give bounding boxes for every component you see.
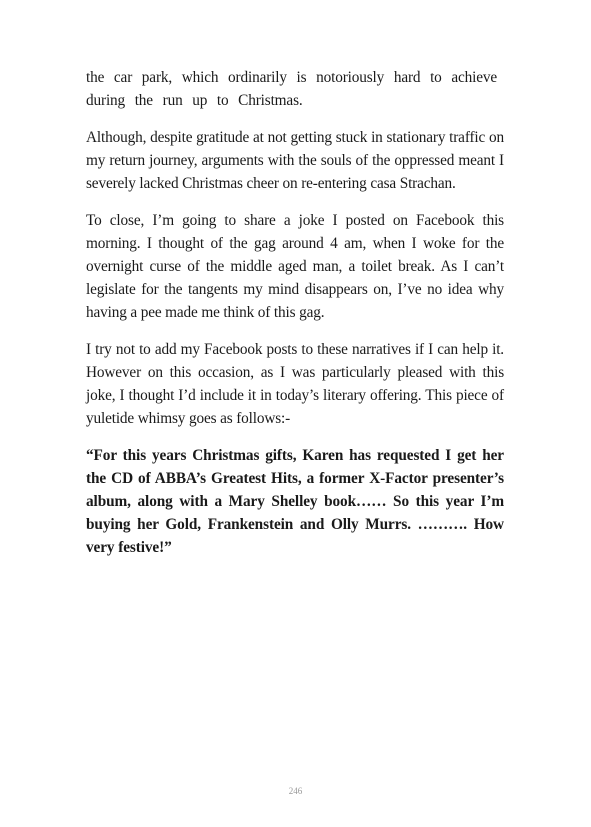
page-body bbox=[86, 66, 504, 573]
paragraph-3: To close, I’m going to share a joke I posted on Facebook this morning. I thought of the gag around 4 am, when I woke for the overnight curse of the middle aged man, a toilet break. As I can’t legislate for the tangents my mind disappears on, I’ve no idea why having a pee made me think of this gag. bbox=[86, 212, 504, 321]
joke-quote: “For this years Christmas gifts, Karen has requested I get her the CD of ABBA’s Greatest Hits, a former X-Factor presenter’s album, along with a Mary Shelley book…… So this year I’m buying her Gold, Frankenstein and Olly Murrs. ………. How very festive!” bbox=[86, 447, 504, 556]
page-number: 246 bbox=[288, 786, 303, 796]
paragraph-1: the car park, which ordinarily is notoriously hard to achieve during the run up to Christmas. bbox=[86, 69, 498, 109]
paragraph-4: I try not to add my Facebook posts to these narratives if I can help it. However on this occasion, as I was particularly pleased with this joke, I thought I’d include it in today’s literary offering. This piece of yuletide whimsy goes as follows:- bbox=[86, 341, 504, 427]
paragraph-2: Although, despite gratitude at not getting stuck in stationary traffic on my return journey, arguments with the souls of the oppressed meant I severely lacked Christmas cheer on re-entering casa Strachan. bbox=[86, 129, 504, 192]
